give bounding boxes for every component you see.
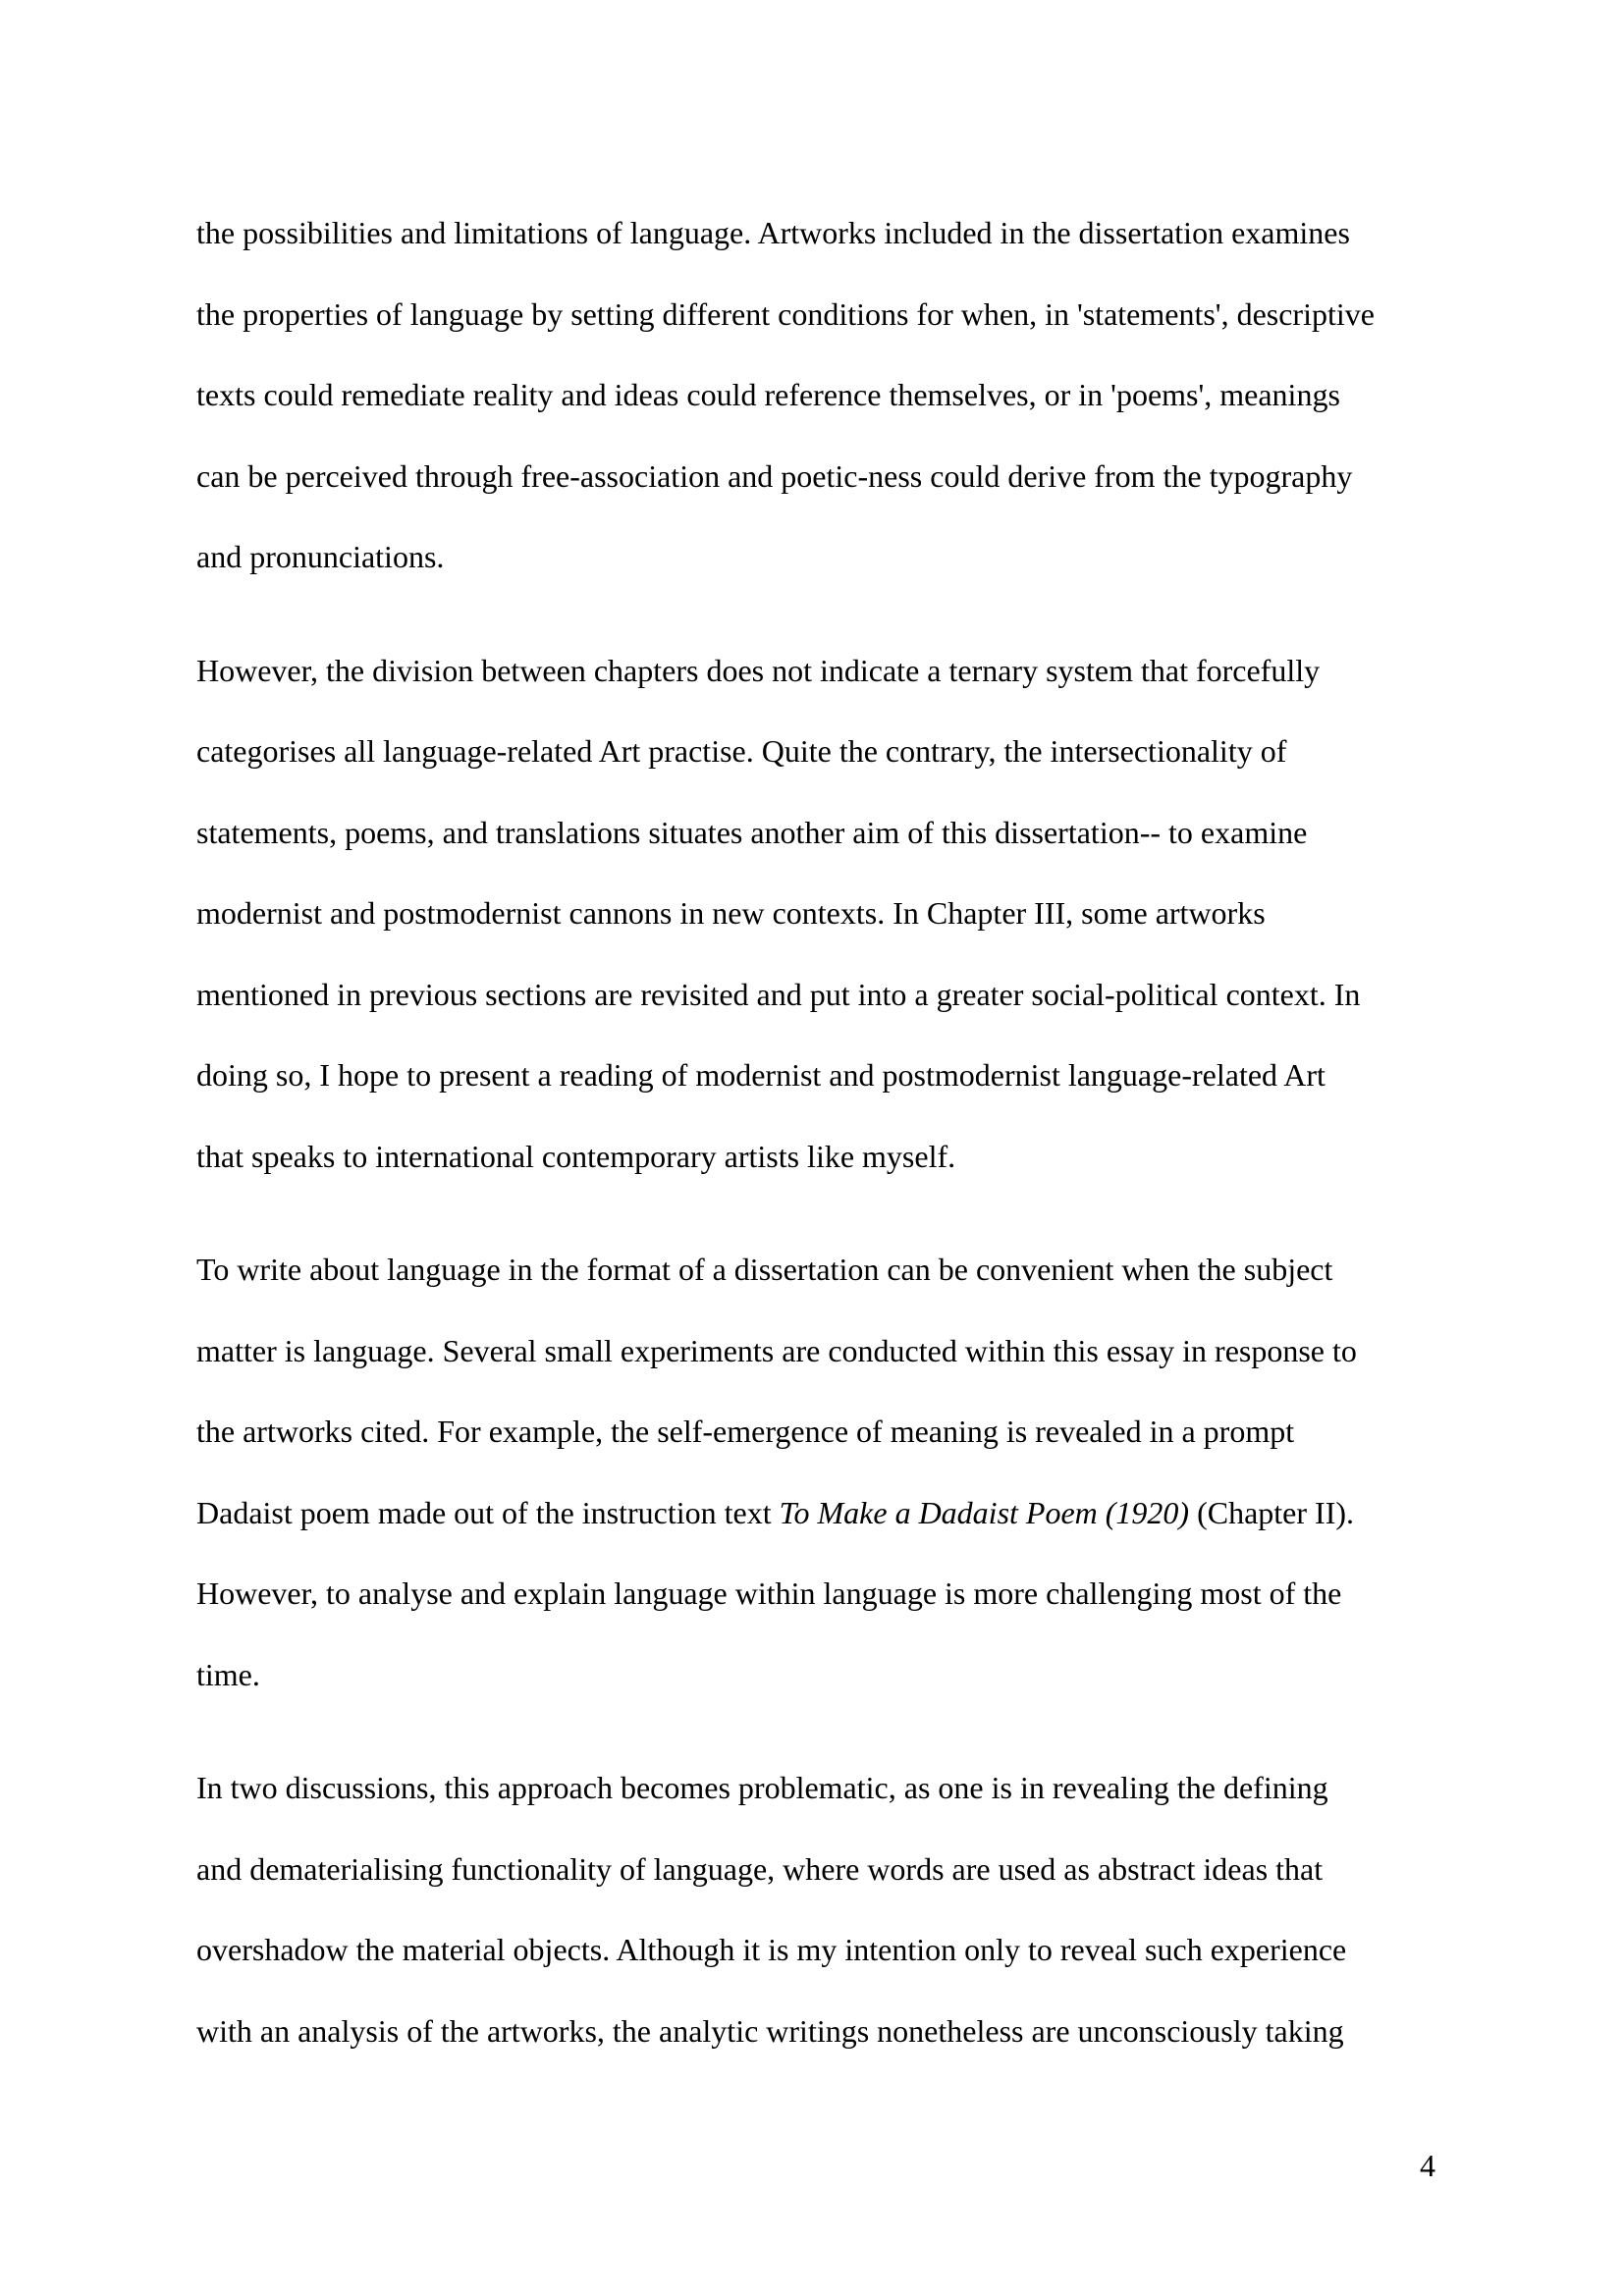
text-segment: (Chapter II). xyxy=(1189,1494,1354,1530)
text-line: However, the division between chapters does not indicate a ternary system that forcefully xyxy=(196,652,1321,688)
text-line: texts could remediate reality and ideas could reference themselves, or in 'poems', meanings xyxy=(196,377,1340,412)
paragraph-1 xyxy=(196,192,1435,598)
text-segment: Dadaist poem made out of the instruction text xyxy=(196,1494,780,1530)
text-line: the artworks cited. For example, the self-emergence of meaning is revealed in a prompt xyxy=(196,1414,1295,1449)
text-line: doing so, I hope to present a reading of modernist and postmodernist language-related Art xyxy=(196,1057,1325,1093)
artwork-title: To Make a Dadaist Poem (1920) xyxy=(779,1494,1190,1530)
text-line: with an analysis of the artworks, the analytic writings nonetheless are unconsciously taking xyxy=(196,2012,1344,2049)
text-line: To write about language in the format of a dissertation can be convenient when the subject xyxy=(196,1252,1333,1287)
text-line: time. xyxy=(196,1656,260,1692)
text-line: However, to analyse and explain language within language is more challenging most of the xyxy=(196,1575,1342,1611)
page-number: 4 xyxy=(1420,2148,1435,2183)
body-text xyxy=(196,192,1435,2104)
paragraph-2 xyxy=(196,630,1435,1198)
paragraph-4 xyxy=(196,1747,1435,2071)
paragraph-3 xyxy=(196,1229,1435,1715)
text-line: and pronunciations. xyxy=(196,539,445,574)
text-line: In two discussions, this approach becomes problematic, as one is in revealing the defining xyxy=(196,1770,1328,1805)
text-line: can be perceived through free-association and poetic-ness could derive from the typography xyxy=(196,457,1353,494)
text-line: the properties of language by setting different conditions for when, in 'statements', descriptive xyxy=(196,295,1375,332)
text-line: statements, poems, and translations situates another aim of this dissertation-- to examine xyxy=(196,814,1308,850)
text-line: modernist and postmodernist cannons in new contexts. In Chapter III, some artworks xyxy=(196,895,1266,931)
text-line: overshadow the material objects. Although it is my intention only to reveal such experience xyxy=(196,1932,1347,1967)
text-line: and dematerialising functionality of language, where words are used as abstract ideas that xyxy=(196,1850,1324,1887)
text-line: the possibilities and limitations of language. Artworks included in the dissertation examines xyxy=(196,215,1350,250)
text-line: that speaks to international contemporary artists like myself. xyxy=(196,1138,956,1174)
text-line-with-title xyxy=(196,1472,1435,1554)
text-line: categorises all language-related Art practise. Quite the contrary, the intersectionality of xyxy=(196,733,1287,769)
text-line: matter is language. Several small experiments are conducted within this essay in response to xyxy=(196,1332,1357,1368)
text-line: mentioned in previous sections are revisited and put into a greater social-political context. In xyxy=(196,976,1361,1012)
